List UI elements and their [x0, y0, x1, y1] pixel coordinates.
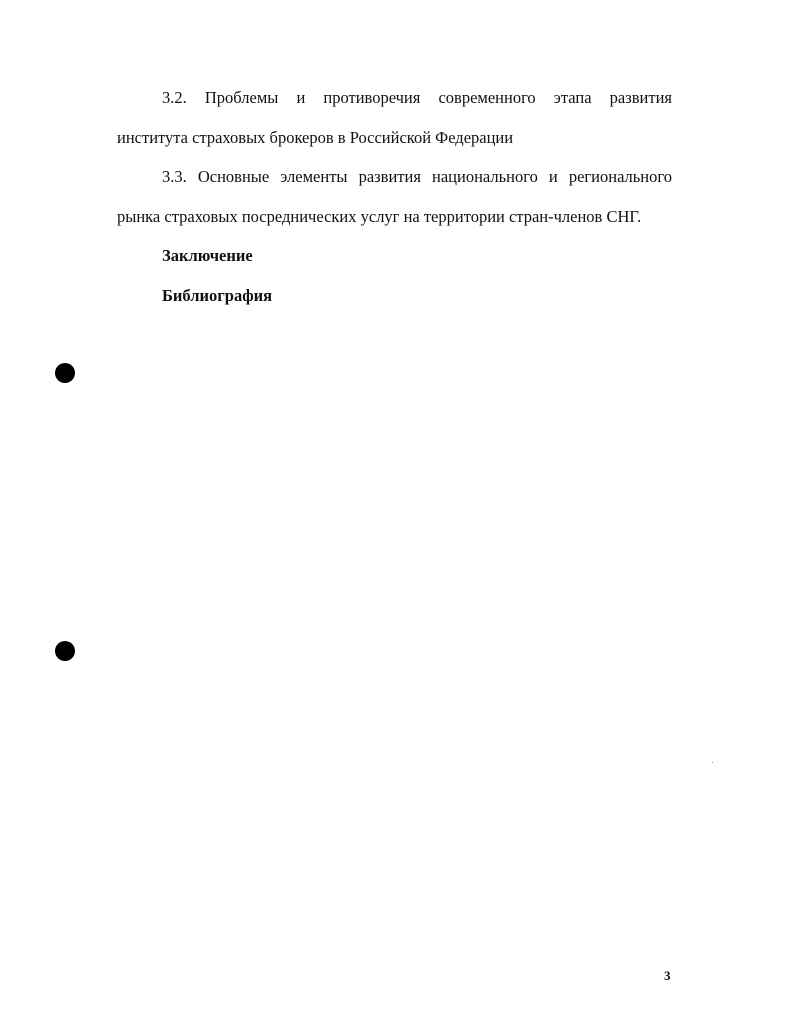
toc-entry-3-2-line-1: 3.2. Проблемы и противоречия современного этапа развития: [162, 88, 672, 107]
toc-conclusion-heading: Заключение: [162, 246, 253, 265]
page-number: 3: [664, 968, 671, 983]
toc-entry-3-2-line-2: института страховых брокеров в Российской Федерации: [117, 128, 514, 147]
toc-bibliography-heading: Библиография: [162, 286, 273, 305]
punch-hole-bottom: [55, 641, 75, 661]
toc-entry-3-3-line-2: рынка страховых посреднических услуг на территории стран-членов СНГ.: [117, 207, 642, 226]
toc-entry-3-3-line-1: 3.3. Основные элементы развития национального и регионального: [162, 167, 672, 186]
punch-hole-top: [55, 363, 75, 383]
scan-speck: [712, 762, 713, 763]
